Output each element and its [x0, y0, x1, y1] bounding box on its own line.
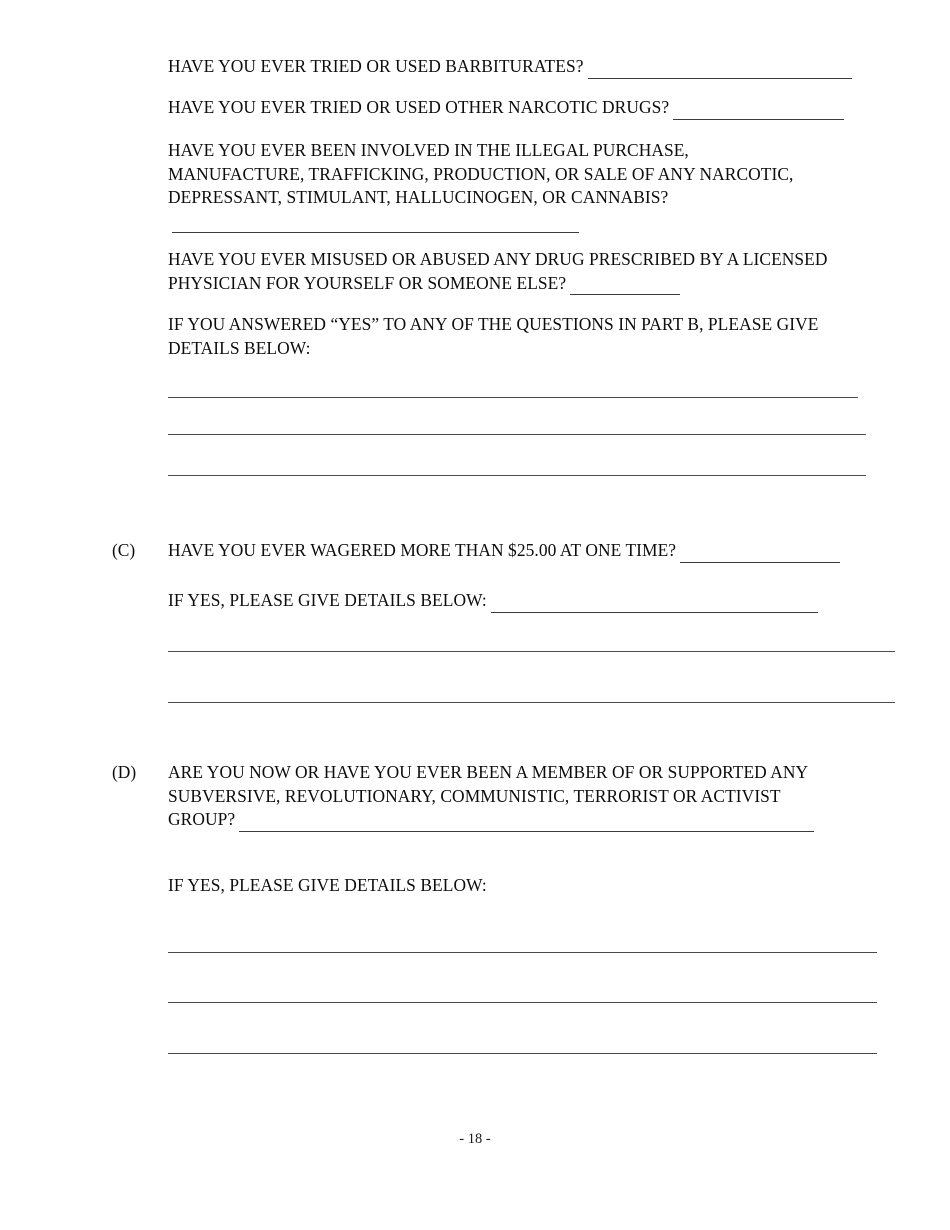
section-d-marker: (D) [112, 762, 137, 782]
section-d-question-text: ARE YOU NOW OR HAVE YOU EVER BEEN A MEMBER OF OR SUPPORTED ANY SUBVERSIVE, REVOLUTIONARY, COMMUNISTIC, TERRORIST OR ACTIVIST GROUP? [168, 762, 812, 830]
part-b-details-prompt: IF YOU ANSWERED “YES” TO ANY OF THE QUESTIONS IN PART B, PLEASE GIVE DETAILS BELOW: [168, 314, 823, 358]
part-b-answer-line-3[interactable] [168, 475, 866, 476]
section-c-question [168, 539, 913, 563]
section-d-answer-line-3[interactable] [168, 1053, 877, 1054]
question-other-narcotic-drugs-text: HAVE YOU EVER TRIED OR USED OTHER NARCOTIC DRUGS? [168, 97, 670, 117]
section-c-question-text: HAVE YOU EVER WAGERED MORE THAN $25.00 AT ONE TIME? [168, 540, 677, 560]
section-d-details-prompt: IF YES, PLEASE GIVE DETAILS BELOW: [168, 875, 487, 895]
question-illegal-purchase-blank[interactable] [172, 216, 579, 233]
question-barbiturates [168, 55, 908, 79]
section-d-question-blank[interactable] [239, 815, 814, 832]
section-c-details-blank[interactable] [491, 596, 818, 613]
question-illegal-purchase-text: HAVE YOU EVER BEEN INVOLVED IN THE ILLEGAL PURCHASE, MANUFACTURE, TRAFFICKING, PRODUCTION, OR SALE OF ANY NARCOTIC, DEPRESSANT, STIMULANT, HALLUCINOGEN, OR CANNABIS? [168, 140, 798, 208]
section-c-answer-line-2[interactable] [168, 702, 895, 703]
part-b-answer-line-2[interactable] [168, 434, 866, 435]
question-illegal-purchase [168, 139, 808, 233]
question-misused-prescribed-drug [168, 248, 832, 295]
question-misused-prescribed-drug-blank[interactable] [570, 278, 680, 295]
section-c-marker: (C) [112, 540, 136, 560]
question-other-narcotic-drugs-blank[interactable] [673, 103, 844, 120]
section-c-details-prompt [168, 589, 913, 613]
section-c-details-prompt-text: IF YES, PLEASE GIVE DETAILS BELOW: [168, 590, 487, 610]
question-barbiturates-text: HAVE YOU EVER TRIED OR USED BARBITURATES? [168, 56, 584, 76]
page-number-footer: - 18 - [459, 1131, 491, 1147]
question-other-narcotic-drugs [168, 96, 908, 120]
part-b-answer-line-1[interactable] [168, 397, 858, 398]
section-d-answer-line-2[interactable] [168, 1002, 877, 1003]
section-d-answer-line-1[interactable] [168, 952, 877, 953]
section-c-answer-line-1[interactable] [168, 651, 895, 652]
section-d-question [168, 761, 833, 832]
question-misused-prescribed-drug-text: HAVE YOU EVER MISUSED OR ABUSED ANY DRUG PRESCRIBED BY A LICENSED PHYSICIAN FOR YOURSELF OR SOMEONE ELSE? [168, 249, 832, 293]
question-barbiturates-blank[interactable] [588, 62, 852, 79]
section-c-question-blank[interactable] [680, 546, 840, 563]
